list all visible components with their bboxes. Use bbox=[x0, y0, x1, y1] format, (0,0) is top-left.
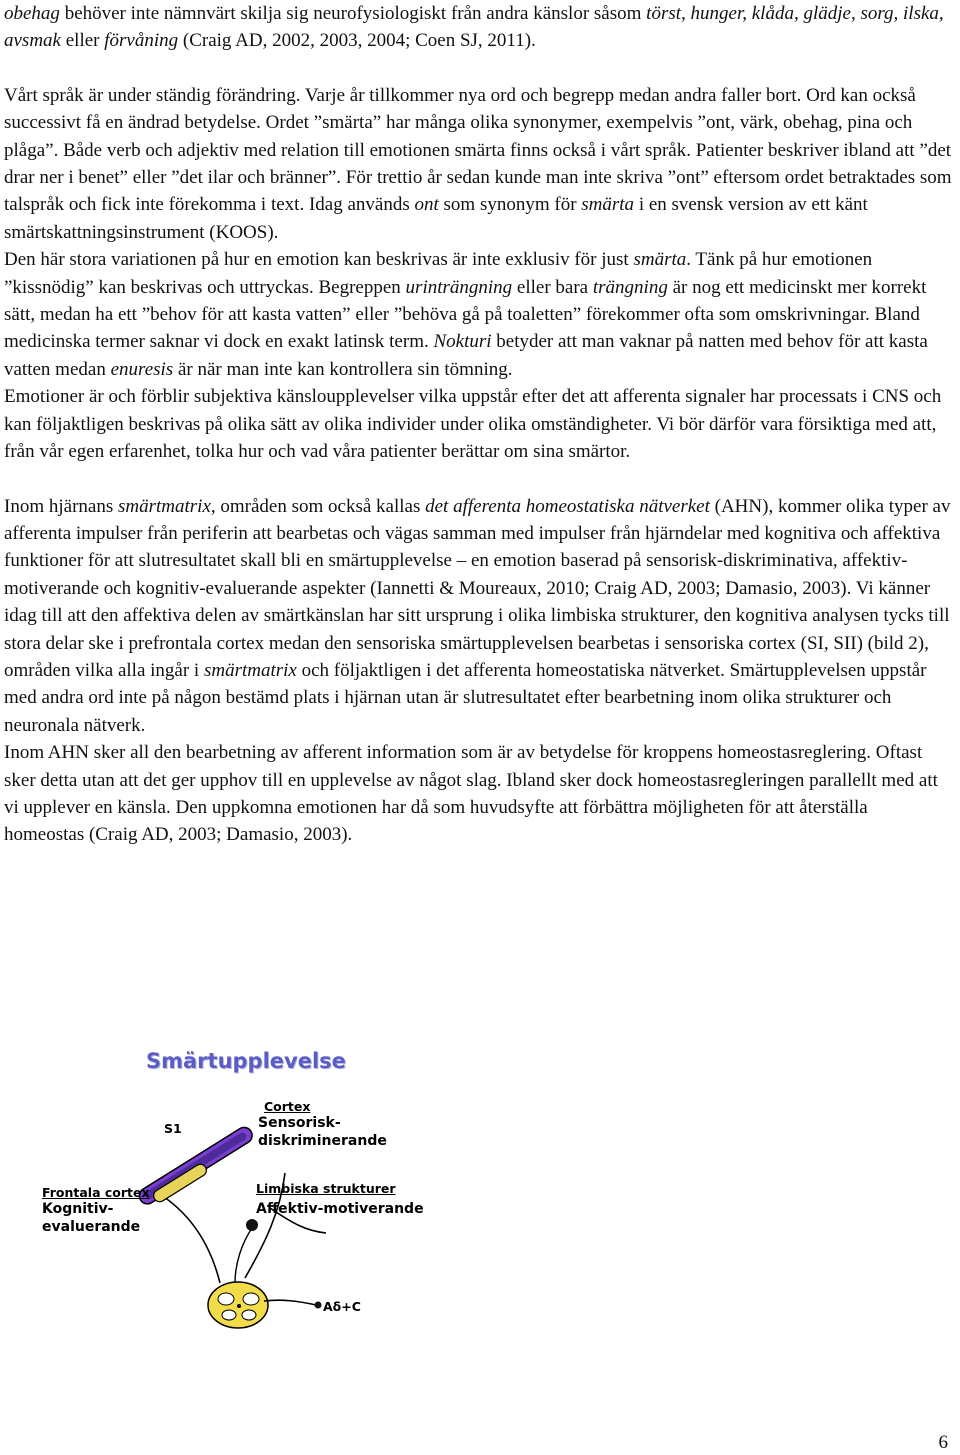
limbic-structures-heading: Limbiska strukturer bbox=[256, 1181, 396, 1196]
ascending-pathway-line bbox=[235, 1228, 252, 1283]
paragraph: obehag behöver inte nämnvärt skilja sig neurofysiologiskt från andra känslor såsom törst, hunger, klåda, glädje, sorg, ilska, avsmak eller förvåning (Craig AD, 2002, 2003, 2004; Coen SJ, 2011). bbox=[4, 3, 944, 52]
frontal-cortex-heading: Frontala cortex bbox=[42, 1185, 150, 1200]
cortex-description: Sensorisk- diskriminerande bbox=[258, 1115, 387, 1149]
s1-label: S1 bbox=[164, 1121, 182, 1136]
document-body bbox=[4, 0, 952, 849]
afferent-fiber-node bbox=[315, 1302, 322, 1309]
figure-title: Smärtupplevelse bbox=[146, 1049, 346, 1073]
page-number: 6 bbox=[938, 1432, 948, 1453]
pain-experience-figure bbox=[30, 1043, 450, 1343]
paragraph-gap bbox=[4, 466, 952, 493]
frontal-cortex-description: Kognitiv- evaluerande bbox=[42, 1201, 141, 1235]
paragraph: Emotioner är och förblir subjektiva känsloupplevelser vilka uppstår efter det att afferenta signaler har processats i CNS och kan följaktligen beskrivas på olika sätt av olika individer under olika omständigheter. Vi bör därför vara försiktiga med att, från vår egen erfarenhet, tolka hur och vad våra patienter berättar om sina smärtor. bbox=[4, 386, 942, 463]
paragraph: Inom hjärnans smärtmatrix, områden som också kallas det afferenta homeostatiska nätverket (AHN), kommer olika typer av afferenta impulser från periferin att bearbetas och vägas samman med impulser från hjärndelar med kognitiva och affektiva funktioner för att slutresultatet skall bli en smärtupplevelse – en emotion baserad på sensorisk-diskriminativa, affektiv-motiverande och kognitiv-evaluerande aspekter (Iannetti & Moureaux, 2010; Craig AD, 2003; Damasio, 2003). Vi känner idag till att den affektiva delen av smärtkänslan har sitt ursprung i olika limbiska strukturer, den kognitiva analysen tycks till stora delar ske i prefrontala cortex medan den sensoriska smärtupplevelsen bearbetas i sensoriska cortex (SI, SII) (bild 2), områden vilka alla ingår i smärtmatrix och följaktligen i det afferenta homeostatiska nätverket. Smärtupplevelsen uppstår med andra ord inte på någon bestämd plats i hjärnan utan är slutresultatet efter bearbetning inom olika strukturer och neuronala nätverk. bbox=[4, 495, 951, 736]
paragraph-gap bbox=[4, 55, 952, 82]
fiber-type-label: Aδ+C bbox=[323, 1299, 361, 1314]
limbic-node bbox=[246, 1219, 258, 1231]
limbic-structures-description: Affektiv-motiverande bbox=[256, 1201, 424, 1217]
paragraph: Vårt språk är under ständig förändring. Varje år tillkommer nya ord och begrepp medan andra faller bort. Ord kan också successivt få en ändrad betydelse. Ordet ”smärta” har många olika synonymer, exempelvis ”ont, värk, obehag, pina och plåga”. Både verb och adjektiv med relation till emotionen smärta finns också i vårt språk. Patienter beskriver ibland att ”det drar ner i benet” eller ”det ilar och bränner”. För trettio år sedan kunde man inte skriva ”ont” eftersom ordet betraktades som talspråk och fick inte förekomma i text. Idag används ont som synonym för smärta i en svensk version av ett känt smärtskattningsinstrument (KOOS). bbox=[4, 84, 952, 243]
cortex-heading: Cortex bbox=[264, 1099, 311, 1114]
spinal-cord-cross-section bbox=[208, 1282, 268, 1328]
afferent-fiber-line bbox=[264, 1300, 316, 1305]
paragraph: Den här stora variationen på hur en emotion kan beskrivas är inte exklusiv för just smärta. Tänk på hur emotionen ”kissnödig” kan beskrivas och uttryckas. Begreppen urinträngning eller bara trängning är nog ett medicinskt mer korrekt sätt, medan ha ett ”behov för att kasta vatten” eller ”behöva gå på toaletten” förekommer ofta som omskrivningar. Bland medicinska termer saknar vi dock en exakt latinsk term. Nokturi betyder att man vaknar på natten med behov för att kasta vatten medan enuresis är när man inte kan kontrollera sin tömning. bbox=[4, 249, 928, 380]
paragraph: Inom AHN sker all den bearbetning av afferent information som är av betydelse för kroppens homeostasreglering. Oftast sker detta utan att det ger upphov till en upplevelse av något slag. Ibland sker dock homeostasregleringen parallellt med att vi upplever en känsla. Den uppkomna emotionen har då som huvudsyfte att förbättra möjligheten för att återställa homeostas (Craig AD, 2003; Damasio, 2003). bbox=[4, 742, 938, 846]
ascending-pathway-line bbox=[158, 1193, 220, 1283]
